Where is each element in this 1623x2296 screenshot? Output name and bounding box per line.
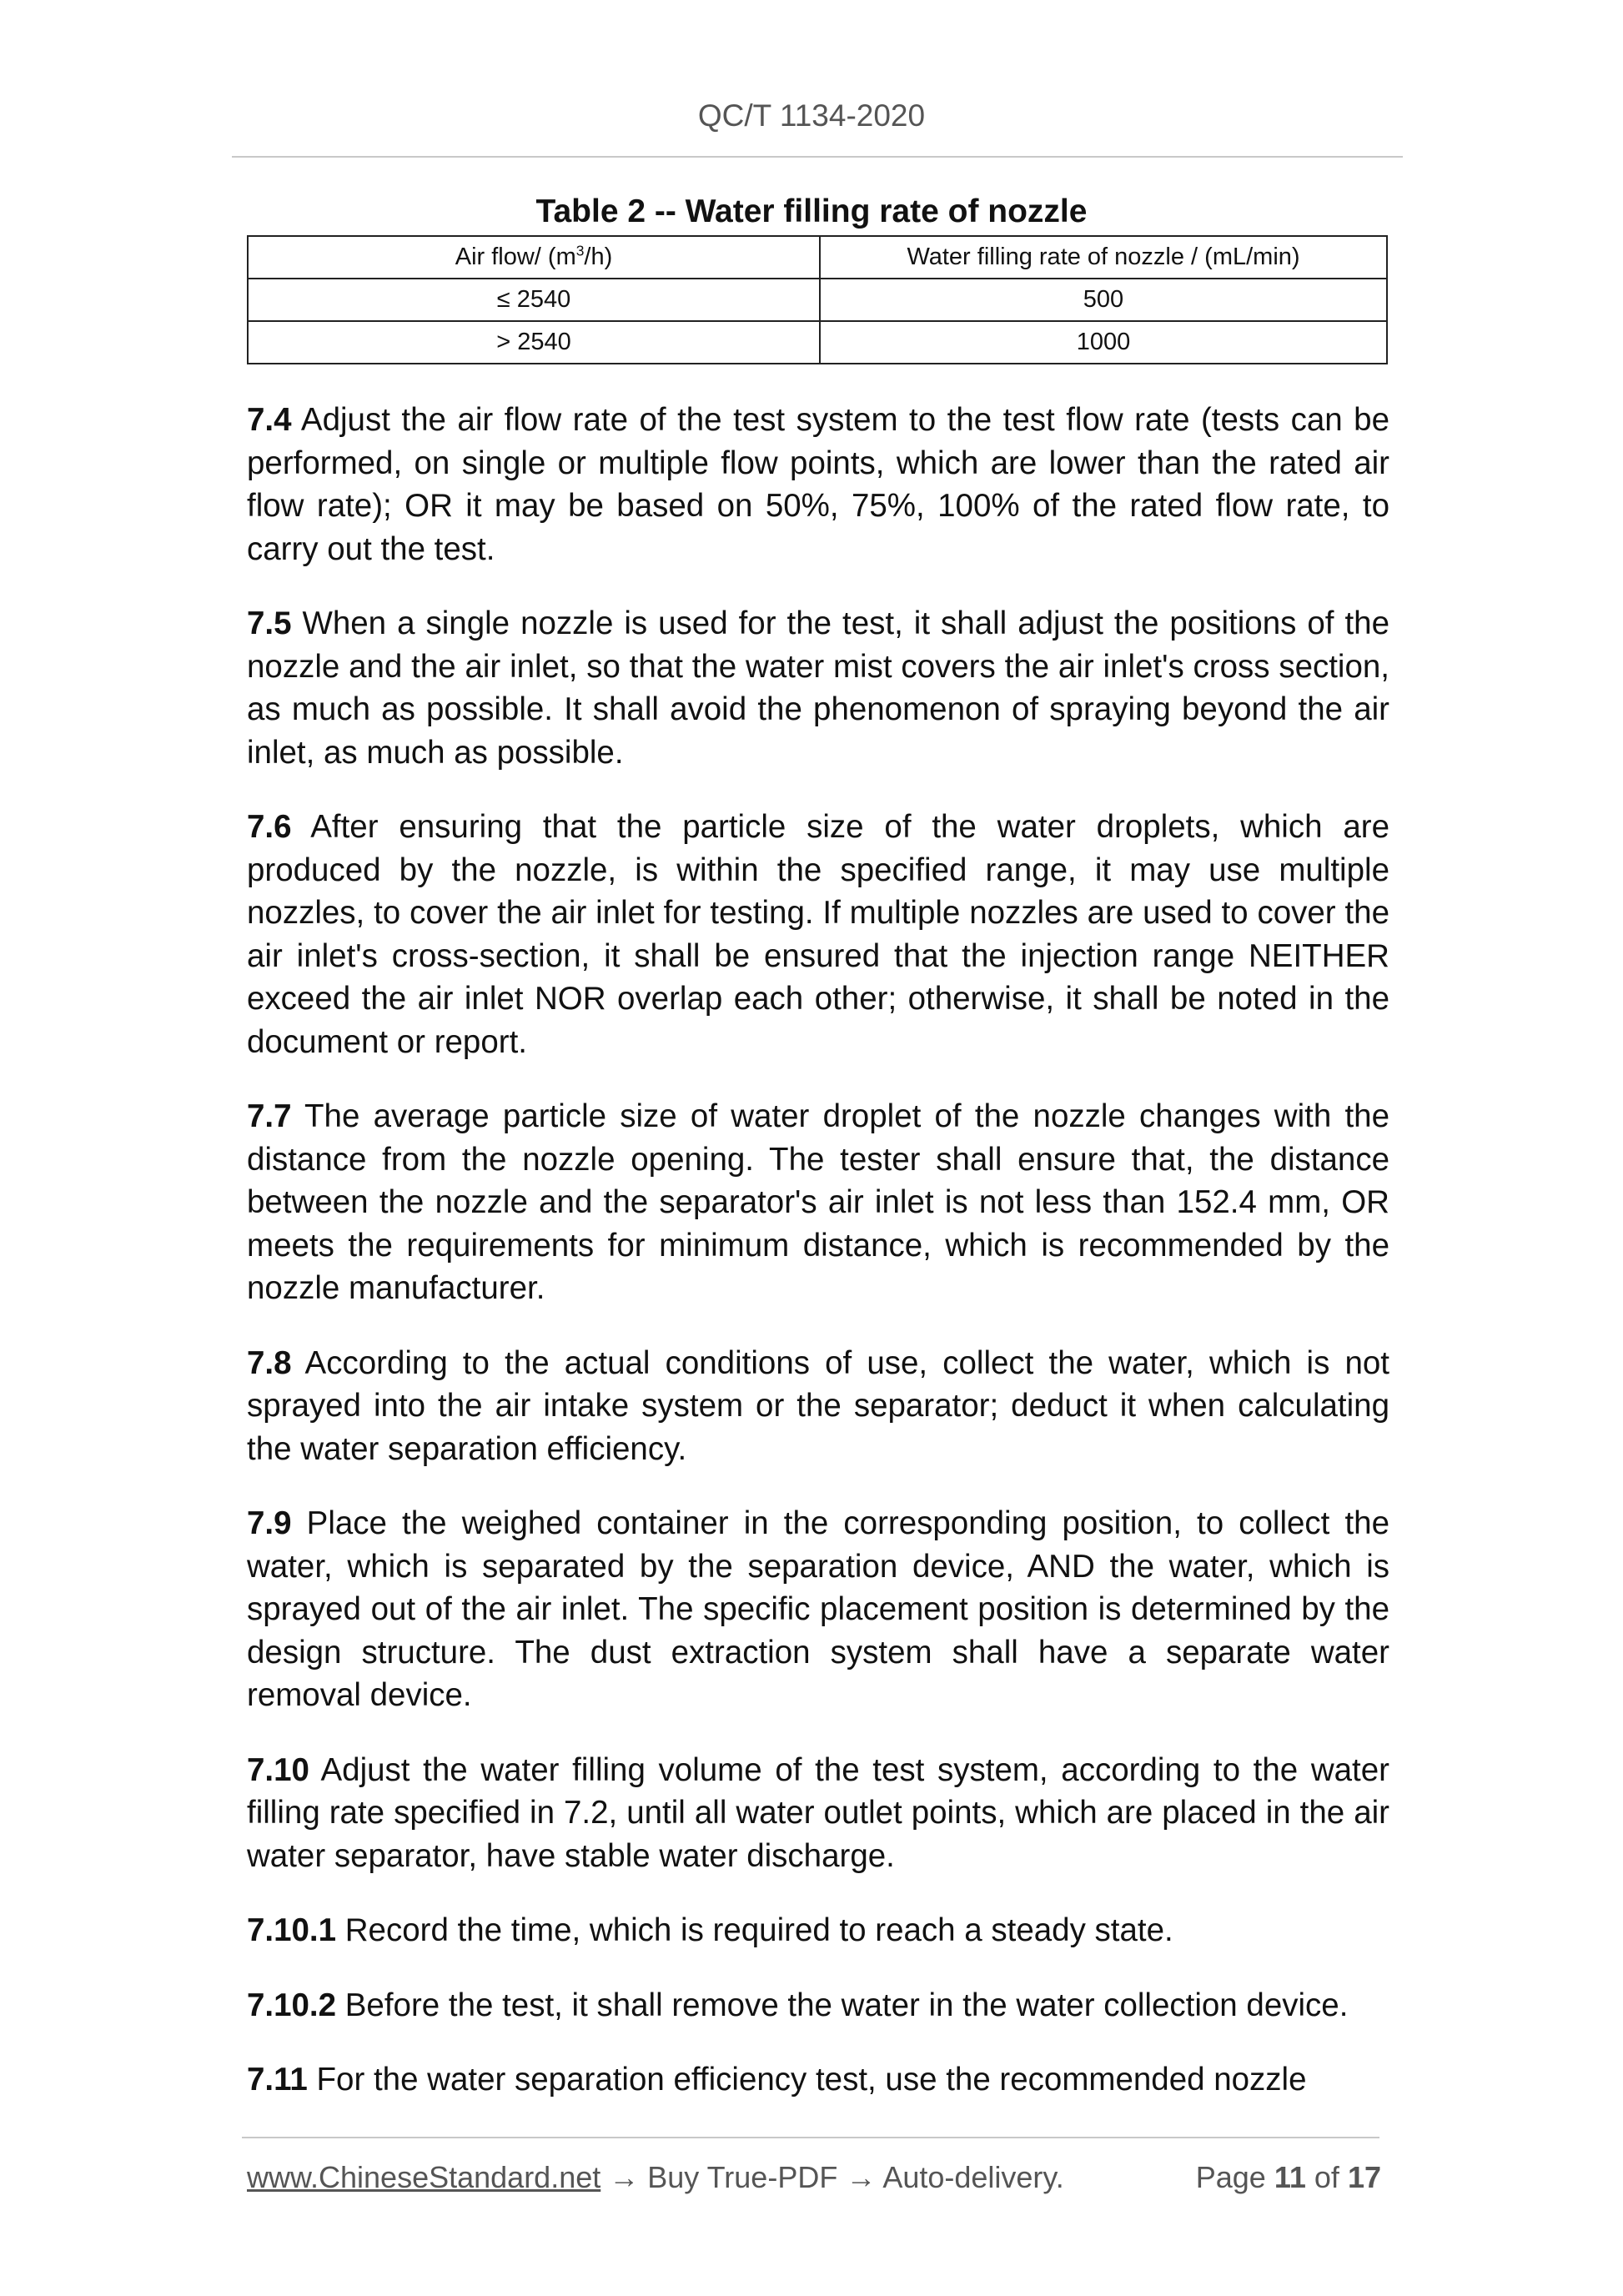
clause-number: 7.6 [247, 809, 292, 845]
footer-divider [242, 2137, 1379, 2138]
clause-text: Before the test, it shall remove the water in the water collection device. [336, 1987, 1349, 2023]
current-page-number: 11 [1274, 2160, 1306, 2194]
column-header-air-flow: Air flow/ $(m^3/h)$ [248, 236, 820, 279]
footer-promo [247, 2160, 1064, 2195]
website-link[interactable]: www.ChineseStandard.net [247, 2160, 601, 2194]
clause-7-9 [247, 1502, 1389, 1717]
table-row [248, 279, 1387, 321]
table-row [248, 321, 1387, 364]
clause-7-6 [247, 806, 1389, 1063]
clause-text: According to the actual conditions of use, collect the water, which is not sprayed into the air intake system or the separator; deduct it when calculating the water separation efficiency. [247, 1344, 1389, 1467]
body-text [247, 399, 1389, 2133]
table-cell-air-flow: > 2540 [248, 321, 820, 364]
table-title: Table 2 -- Water filling rate of nozzle [535, 193, 1088, 229]
clause-text: Place the weighed container in the corresponding position, to collect the water, which is separated by the separation device, AND the water, which is sprayed out of the air inlet. The specific placement position is determined by the design structure. The dust extraction system shall have a separate water removal device. [247, 1505, 1389, 1713]
promo-text: → Buy True-PDF → Auto-delivery. [600, 2160, 1064, 2194]
clause-7-10 [247, 1749, 1389, 1878]
table-cell-air-flow: ≤ 2540 [248, 279, 820, 321]
clause-7-4 [247, 399, 1389, 570]
clause-7-10-1 [247, 1909, 1389, 1952]
document-code-header: QC/T 1134-2020 [697, 98, 926, 133]
clause-text: When a single nozzle is used for the test, it shall adjust the positions of the nozzle and the air inlet, so that the water mist covers the air inlet's cross section, as much as possible. It shall avoid the phenomenon of spraying beyond the air inlet, as much as possible. [247, 605, 1389, 771]
clause-number: 7.10 [247, 1751, 309, 1788]
table-header-row [248, 236, 1387, 279]
clause-7-7 [247, 1095, 1389, 1310]
clause-number: 7.11 [247, 2062, 308, 2098]
clause-7-11 [247, 2058, 1389, 2102]
clause-number: 7.7 [247, 1098, 292, 1134]
clause-7-10-2 [247, 1984, 1389, 2027]
clause-text: Adjust the air flow rate of the test system to the test flow rate (tests can be performed, on single or multiple flow points, which are lower than the rated air flow rate); OR it may be based on 50%, 75%, 100% of the rated flow rate, to carry out the test. [247, 402, 1389, 567]
page-indicator: Page 11 of 17 [1195, 2160, 1381, 2194]
page-footer [247, 2160, 1381, 2200]
table-cell-rate: 500 [820, 279, 1387, 321]
clause-number: 7.4 [247, 402, 292, 438]
clause-text: Adjust the water filling volume of the test system, according to the water filling rate specified in 7.2, until all water outlet points, which are placed in the air water separator, have stable water discharge. [247, 1751, 1389, 1874]
clause-text: After ensuring that the particle size of the water droplets, which are produced by the nozzle, is within the specified range, it may use multiple nozzles, to cover the air inlet for testing. If multiple nozzles are used to cover the air inlet's cross-section, it shall be ensured that the injection range NEITHER exceed the air inlet NOR overlap each other; otherwise, it shall be noted in the document or report. [247, 809, 1389, 1060]
column-header-water-filling-rate: Water filling rate of nozzle / (mL/min) [820, 236, 1387, 279]
clause-number: 7.8 [247, 1344, 292, 1381]
clause-number: 7.10.1 [247, 1912, 337, 1948]
total-pages: 17 [1347, 2160, 1381, 2194]
clause-text: Record the time, which is required to reach a steady state. [336, 1912, 1173, 1948]
clause-7-5 [247, 602, 1389, 774]
header-divider [232, 156, 1403, 158]
table-cell-rate: 1000 [820, 321, 1387, 364]
clause-number: 7.5 [247, 605, 292, 641]
clause-text: For the water separation efficiency test, use the recommended nozzle [307, 2062, 1307, 2098]
clause-text: The average particle size of water droplet of the nozzle changes with the distance from the nozzle opening. The tester shall ensure that, the distance between the nozzle and the separator's air inlet is not less than 152.4 mm, OR meets the requirements for minimum distance, which is recommended by the nozzle manufacturer. [247, 1098, 1389, 1306]
clause-number: 7.10.2 [247, 1987, 337, 2023]
water-filling-rate-table [247, 235, 1388, 364]
clause-7-8 [247, 1342, 1389, 1471]
clause-number: 7.9 [247, 1505, 292, 1541]
